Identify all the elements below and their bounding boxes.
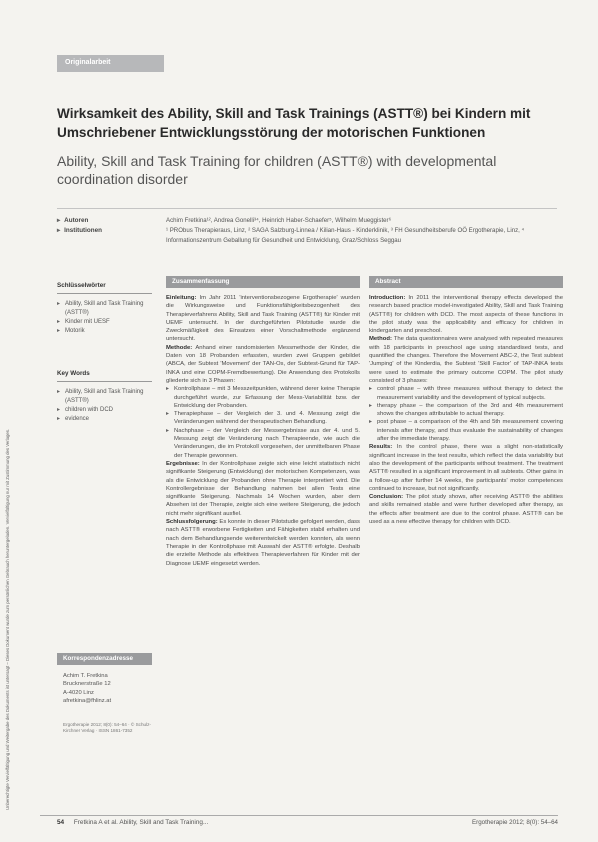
label-authors: ▸ Autoren (57, 216, 152, 226)
abstract-heading: Abstract (375, 278, 401, 285)
authors-list: Achim Fretkina¹², Andrea Gonelli³⁴, Heinrich Haber-Schaefer⁵, Wilhelm Mueggister⁶ (166, 217, 392, 224)
footer-authors: Fretkina A et al. Ability, Skill and Task Training... (73, 819, 209, 826)
zf-phase-2: ▸ Therapiephase – der Vergleich der 3. und 4. Messung zeigt die Veränderungen während der therapeutischen Behandlung. (166, 410, 360, 427)
keywords-english-title: Key Words (57, 369, 152, 382)
corr-line-2: Brucknerstraße 12 (63, 681, 111, 688)
keyword-en-2: ▸ children with DCD (57, 406, 152, 415)
meta-labels (57, 216, 152, 236)
corr-email[interactable]: afretkina@fhlinz.at (63, 698, 112, 705)
keywords-german-box (57, 281, 152, 336)
ab-phase-3: ▸ post phase – a comparison of the 4th and 5th measurement covering intervals after therapy, and thus evaluate the sustainability of changes after the immediate therapy. (369, 418, 563, 443)
zf-results: Ergebnisse: In der Kontrollphase zeigte sich eine leicht statistisch nicht signifikante Steigerung (Entwicklung) der motorischen Kompetenzen, was als die Entwicklung der Probanden ohne Therapie interpretiert wird. Die Kontrollergebnisse der Behandlung nahmen bei allen Tests eine signifikante Steigerung. Nachmals 14 Wochen wurden, aber dem Absehen ist der Therapie, zeigte sich eine weitere Steigerung, die jedoch nicht mehr signifikant ausfiel. (166, 460, 360, 517)
keyword-en-3: ▸ evidence (57, 415, 152, 424)
footer-divider (40, 815, 558, 816)
keyword-de-2: ▸ Kinder mit UESF (57, 318, 152, 327)
zf-phase-3: ▸ Nachphase – der Vergleich der Messergebnisse aus der 4. und 5. Messung zeigt die Veränderung nach Therapieende, wie auch die Veränderungen, die im Protokoll vorgesehen, der unmittelbaren Phase der Therapie gewonnen. (166, 427, 360, 460)
keyword-en-1: ▸ Ability, Skill and Task Training (ASTT®) (57, 388, 152, 406)
side-copyright-note: Unberechtigte Vervielfältigung und Weitergabe des Dokuments ist untersagt – Dieses Dokument wurde zum persönlichen Gebrauch heruntergeladen. Vervielfältigung nur mit Zustimmung des Verlages. (5, 428, 10, 810)
abstract-header (369, 276, 563, 288)
article-type-label: Originalarbeit (65, 59, 111, 66)
meta-divider (57, 208, 557, 209)
ab-introduction: Introduction: In 2011 the interventional therapy effects developed the research based practice model-investigated Ability, Skill and Task Training (ASTT®) for children with DCD. The most aspects of these functions in the pilot study was the applicability and efficacy for children in kindergarten and preschool. (369, 295, 563, 335)
keyword-de-1: ▸ Ability, Skill and Task Training (ASTT®) (57, 300, 152, 318)
zf-method: Methode: Anhand einer randomisierten Messmethode der Kinder, die Daten von 18 Probanden erfassten, wurden zwei Gruppen gebildet (ABCA, der Subtest 'Movement' der TAN-Os, der Subtest-Grund für TAP-INKA und eine COPM-Fremdbewertung). Die Anwendung des Protokolls gliederte sich in 3 Phasen: (166, 344, 361, 384)
zf-conclusion: Schlussfolgerung: Es konnte in dieser Pilotstudie gefolgert werden, dass nach ASTT® erworbene Fertigkeiten und Fähigkeiten stabil erhalten und nach dem Behandlungsende weiterentwickelt werden konnten, als wenn Therapie in der Kontrollphase mit Auswahl der ASTT® erfolgte. Deshalb die erzielte Methode als effektives Therapieverfahren für Kinder mit der Diagnose UEMF eingesetzt werden. (166, 519, 360, 567)
keywords-english-box (57, 369, 152, 424)
corr-line-3: A-4020 Linz (63, 689, 94, 696)
footer-journal: Ergotherapie 2012; 8(0): 54–64 (472, 819, 558, 826)
correspondence-title: Korrespondenzadresse (63, 655, 133, 662)
keywords-german-title: Schlüsselwörter (57, 281, 152, 294)
zf-phase-1: ▸ Kontrollphase – mit 3 Messzeitpunkten, während derer keine Therapie durchgeführt wurde, zur Erfassung der Mess-Variabilität bzw. der Entwicklung der Probanden. (166, 385, 360, 410)
footer-left (57, 819, 208, 826)
corr-line-1: Achim T. Fretkina (63, 673, 108, 679)
abstract-column (369, 276, 563, 526)
keyword-de-3: ▸ Motorik (57, 327, 152, 336)
ab-method: Method: The data questionnaires were analysed with repeated measures with 18 participants in preschool age using standardised tests, and quantified the changes. Therefore the Movement ABC-2, the Test subtest 'Jumping' of the Kinderdia, the Subtest 'Skill Factor' of TAP-INKA tests were used to estimate the primary outcome COPM. The pilot study consisted of 3 phases: (369, 336, 564, 384)
article-type-banner (57, 55, 164, 72)
title-english: Ability, Skill and Task Training for children (ASTT®) with developmental coordination disorder (57, 153, 497, 187)
zusammenfassung-column (166, 276, 360, 568)
bibliographic-note: Ergotherapie 2012; 8(0): 54–64 · © Schulz-Kirchner Verlag · ISSN 1861-7352 (63, 722, 151, 734)
ab-conclusion: Conclusion: The pilot study shows, after receiving ASTT® the abilities and skills remained stable and were further developed after therapy, as the effects after treatment are due to the control phase. ASTT® can be used as a new effective therapy for children with DCD. (369, 494, 563, 526)
zusammenfassung-heading: Zusammenfassung (172, 278, 230, 285)
ab-phase-1: ▸ control phase – with three measures without therapy to detect the measurement variability and the development of typical subjects. (369, 385, 563, 402)
zf-introduction: Einleitung: Im Jahr 2011 'interventionsbezogene Ergotherapie' wurden die Wirkungsweise und Funktionsfähigkeitsbezogenheit des Therapieverfahrens Ability, Skill and Task Training (ASTT®) für Kinder mit UEMF untersucht. In der durchgeführten Pilotstudie wurde die Zweckmäßigkeit des Einsatzes einer Vorschaltmethode ergänzend untersucht. (166, 295, 360, 343)
correspondence-header (57, 653, 152, 665)
correspondence-address (63, 672, 153, 706)
institutes-list: ¹ PRObus Therapieraus, Linz, ² SAGA Salzburg-Linnea / Kilian-Haus - Kinderklinik, ³ FH Gesundheitsberufe OÖ Ergotherapie, Linz, ⁴ Informationszentrum Geballung für Gesundheit und Entwicklung, Graz/Schloss Seggau (166, 226, 525, 244)
label-institutes: ▸ Institutionen (57, 226, 152, 236)
meta-values (166, 216, 561, 245)
ab-phase-2: ▸ therapy phase – the comparison of the 3rd and 4th measurement shows the changes attributable to actual therapy. (369, 402, 563, 419)
ab-results: Results: In the control phase, there was a slight non-statistically significant increase in the test results, which reflect the data variability but also the development of the participants without treatment. The treatment ASTT® resulted in a significant improvement in all subtests. Other gains in a follow-up after further 14 weeks, the participants' motor competences continued to increase, but not significantly. (369, 444, 564, 492)
title-german: Wirksamkeit des Ability, Skill and Task Trainings (ASTT®) bei Kindern mit Umschriebener Entwicklungsstörung der motorischen Funktionen (57, 106, 531, 140)
page-number: 54 (57, 819, 65, 826)
zusammenfassung-header (166, 276, 360, 288)
